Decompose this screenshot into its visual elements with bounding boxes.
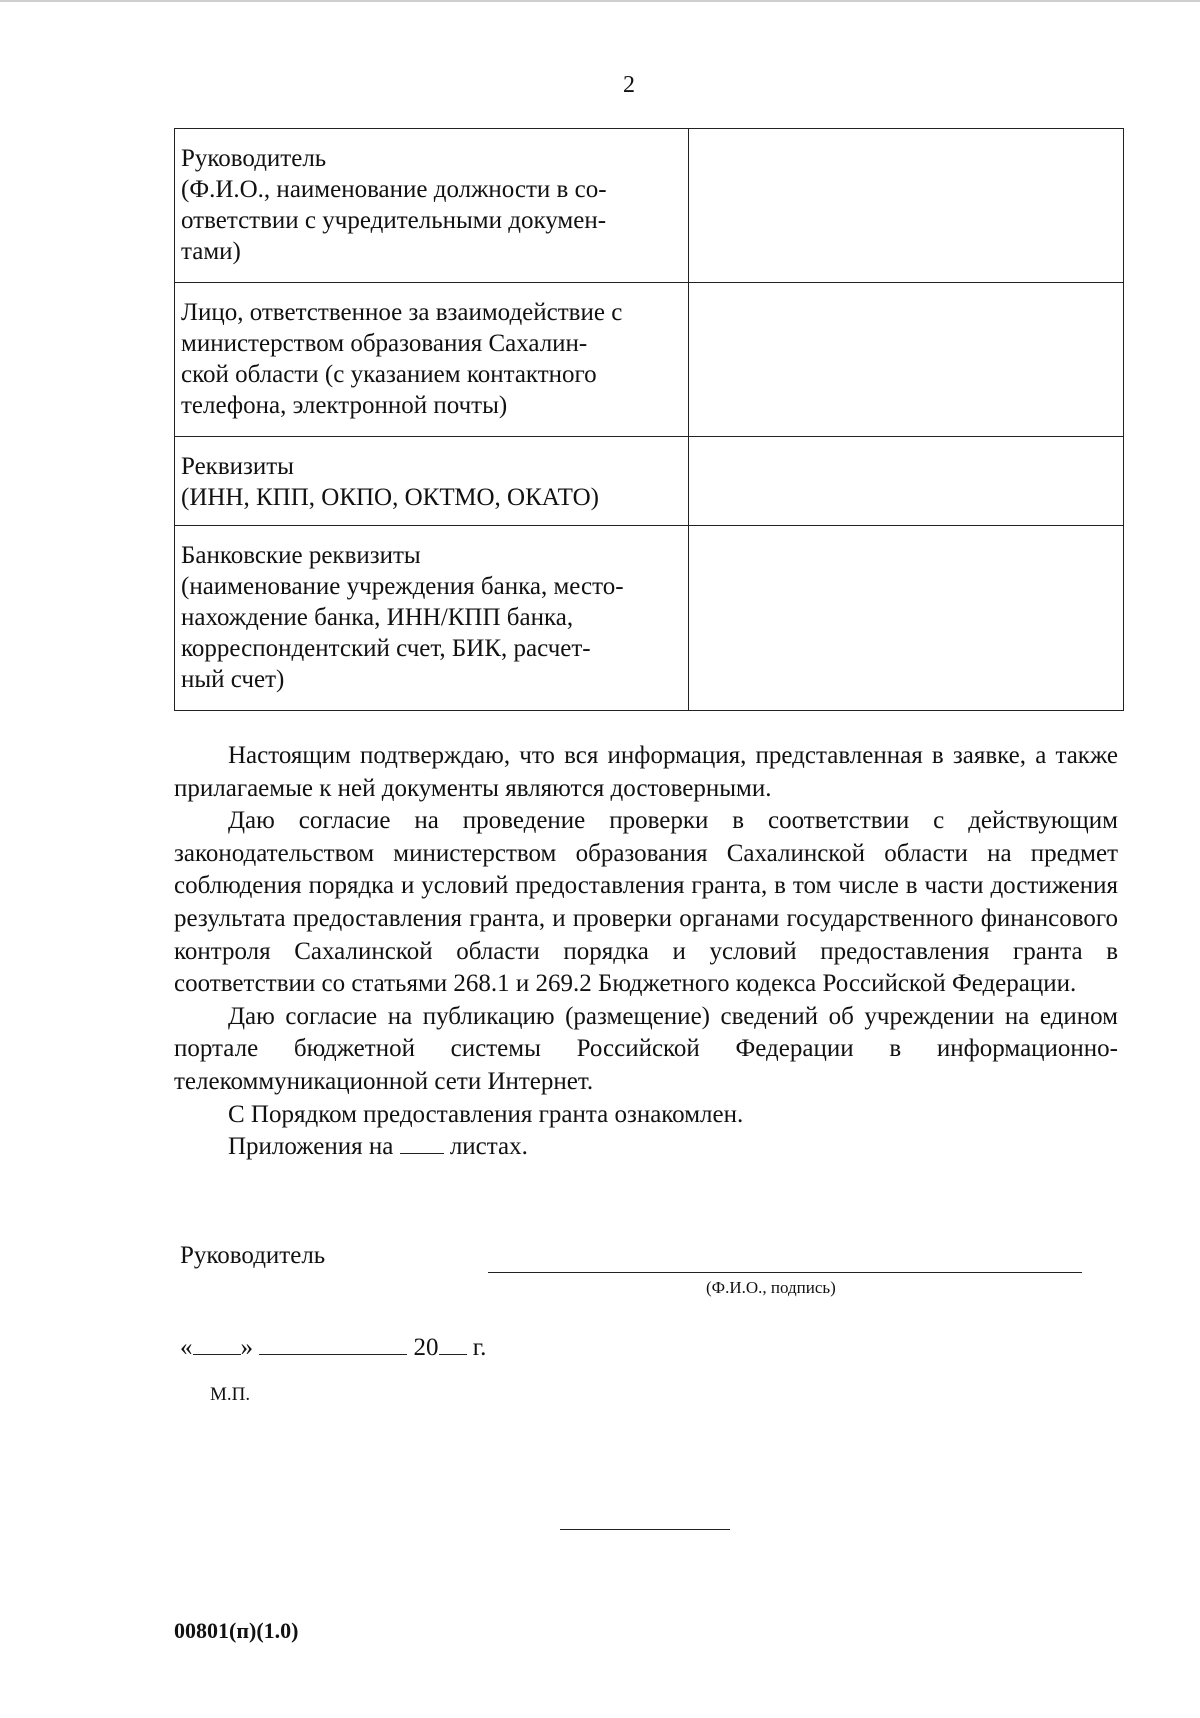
requisites-value-cell[interactable] [688,437,1123,526]
head-value-cell[interactable] [688,129,1123,283]
table-row-bank-requisites [175,526,1124,711]
declaration-text [174,740,1118,1164]
requisites-label-cell: Реквизиты (ИНН, КПП, ОКПО, ОКТМО, ОКАТО) [175,437,689,526]
day-blank[interactable] [193,1334,241,1355]
signature-caption: (Ф.И.О., подпись) [706,1278,836,1297]
head-label-cell: Руководитель (Ф.И.О., наименование должности в со- ответствии с учредительными докумен- тами) [175,129,689,283]
signature-line[interactable] [488,1272,1082,1273]
document-code: 00801(п)(1.0) [174,1618,299,1643]
end-of-document-rule [560,1529,730,1530]
date-line: « » 20 г. [180,1334,487,1361]
acknowledgement-paragraph: С Порядком предоставления гранта ознакомлен. [228,1100,744,1128]
signature-label: Руководитель [180,1242,326,1269]
attachments-count-blank[interactable] [400,1133,444,1154]
organization-info-table [174,128,1124,711]
attachments-paragraph: Приложения на листах. [228,1133,528,1161]
contact-person-label-cell: Лицо, ответственное за взаимодействие с министерством образования Сахалин- ской области (с указанием контактного телефона, электронной почты) [175,283,689,437]
page-top-edge [0,0,1200,2]
table-row-requisites [175,437,1124,526]
publication-consent-paragraph: Даю согласие на публикацию (размещение) сведений об учреждении на едином портале бюджетной системы Российской Федерации в информационно-телекоммуникационной сети Интернет. [174,1002,1118,1095]
table-row-contact-person [175,283,1124,437]
year-blank[interactable] [439,1334,467,1355]
stamp-place-label: М.П. [210,1384,251,1405]
confirmation-paragraph: Настоящим подтверждаю, что вся информация, представленная в заявке, а также прилагаемые к ней документы являются достоверными. [174,742,1118,802]
inspection-consent-paragraph: Даю согласие на проведение проверки в соответствии с действующим законодательством министерством образования Сахалинской области на предмет соблюдения порядка и условий предоставления гранта, в том числе в части достижения результата предоставления гранта, и проверки органами государственного финансового контроля Сахалинской области порядка и условий предоставления гранта в соответствии со статьями 268.1 и 269.2 Бюджетного кодекса Российской Федерации. [174,807,1118,998]
page-number: 2 [623,72,635,98]
bank-requisites-label-cell: Банковские реквизиты (наименование учреждения банка, место- нахождение банка, ИНН/КПП банка, корреспондентский счет, БИК, расчет- ный счет) [175,526,689,711]
contact-person-value-cell[interactable] [688,283,1123,437]
table-row-head [175,129,1124,283]
month-blank[interactable] [259,1334,407,1355]
bank-requisites-value-cell[interactable] [688,526,1123,711]
